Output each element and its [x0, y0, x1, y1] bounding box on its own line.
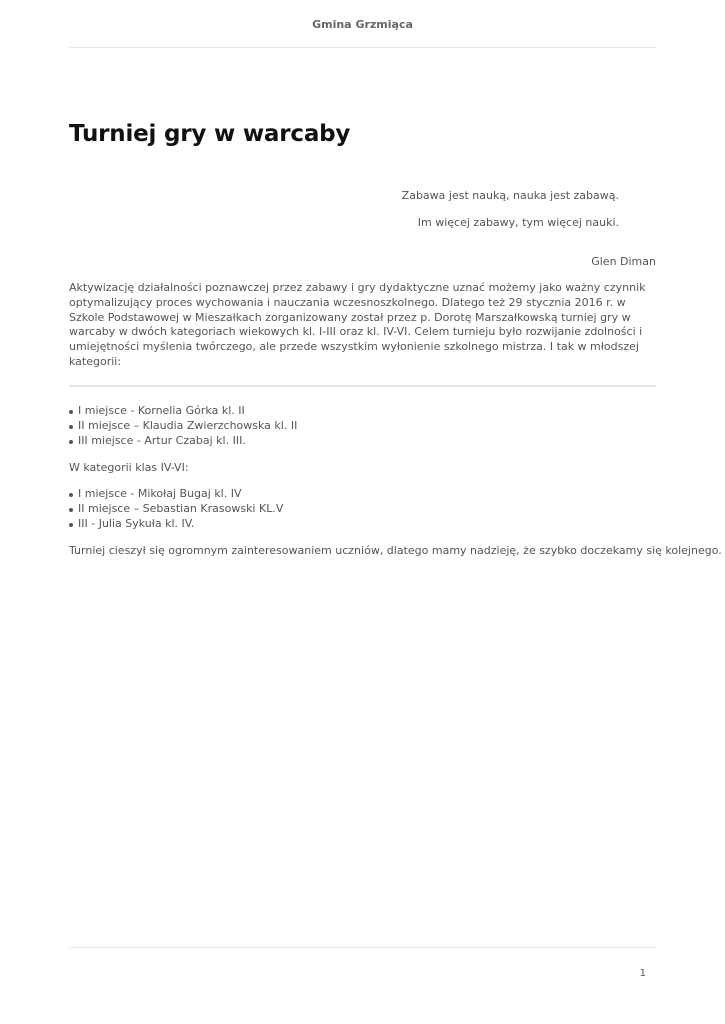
list-item: I miejsce - Kornelia Górka kl. II: [69, 404, 297, 419]
footer-divider: [69, 947, 656, 948]
list-item: III miejsce - Artur Czabaj kl. III.: [69, 434, 297, 449]
site-header-title: Gmina Grzmiąca: [312, 18, 413, 31]
list-item: III - Julia Sykuła kl. IV.: [69, 517, 283, 532]
older-category-results: [69, 487, 283, 531]
list-item: I miejsce - Mikołaj Bugaj kl. IV: [69, 487, 283, 502]
quote-author: Glen Diman: [591, 255, 656, 268]
page-title: Turniej gry w warcaby: [69, 121, 351, 147]
quote-line-1: Zabawa jest nauką, nauka jest zabawą.: [401, 189, 619, 202]
header-divider: [69, 47, 656, 48]
intro-paragraph: Aktywizację działalności poznawczej przez zabawy i gry dydaktyczne uznać możemy jako ważny czynnik optymalizujący proces wychowania i nauczania wczesnoszkolnego. Dlatego też 29 stycznia 2016 r. w Szkole Podstawowej w Mieszałkach zorganizowany został przez p. Dorotę Marszałkowską turniej gry w warcaby w dwóch kategoriach wiekowych kl. I-III oraz kl. IV-VI. Celem turnieju było rozwijanie zdolności i umiejętności myślenia twórczego, ale przede wszystkim wyłonienie szkolnego mistrza. I tak w młodszej kategorii:: [69, 281, 646, 368]
younger-category-results: [69, 404, 297, 448]
content-divider: [69, 385, 656, 387]
closing-paragraph: Turniej cieszył się ogromnym zainteresowaniem uczniów, dlatego mamy nadzieję, że szybko doczekamy się kolejnego.: [69, 544, 722, 557]
quote-line-2: Im więcej zabawy, tym więcej nauki.: [417, 216, 619, 229]
older-category-label: W kategorii klas IV-VI:: [69, 461, 189, 474]
list-item: II miejsce – Sebastian Krasowski KL.V: [69, 502, 283, 517]
page-number: 1: [639, 968, 646, 979]
list-item: II miejsce – Klaudia Zwierzchowska kl. II: [69, 419, 297, 434]
